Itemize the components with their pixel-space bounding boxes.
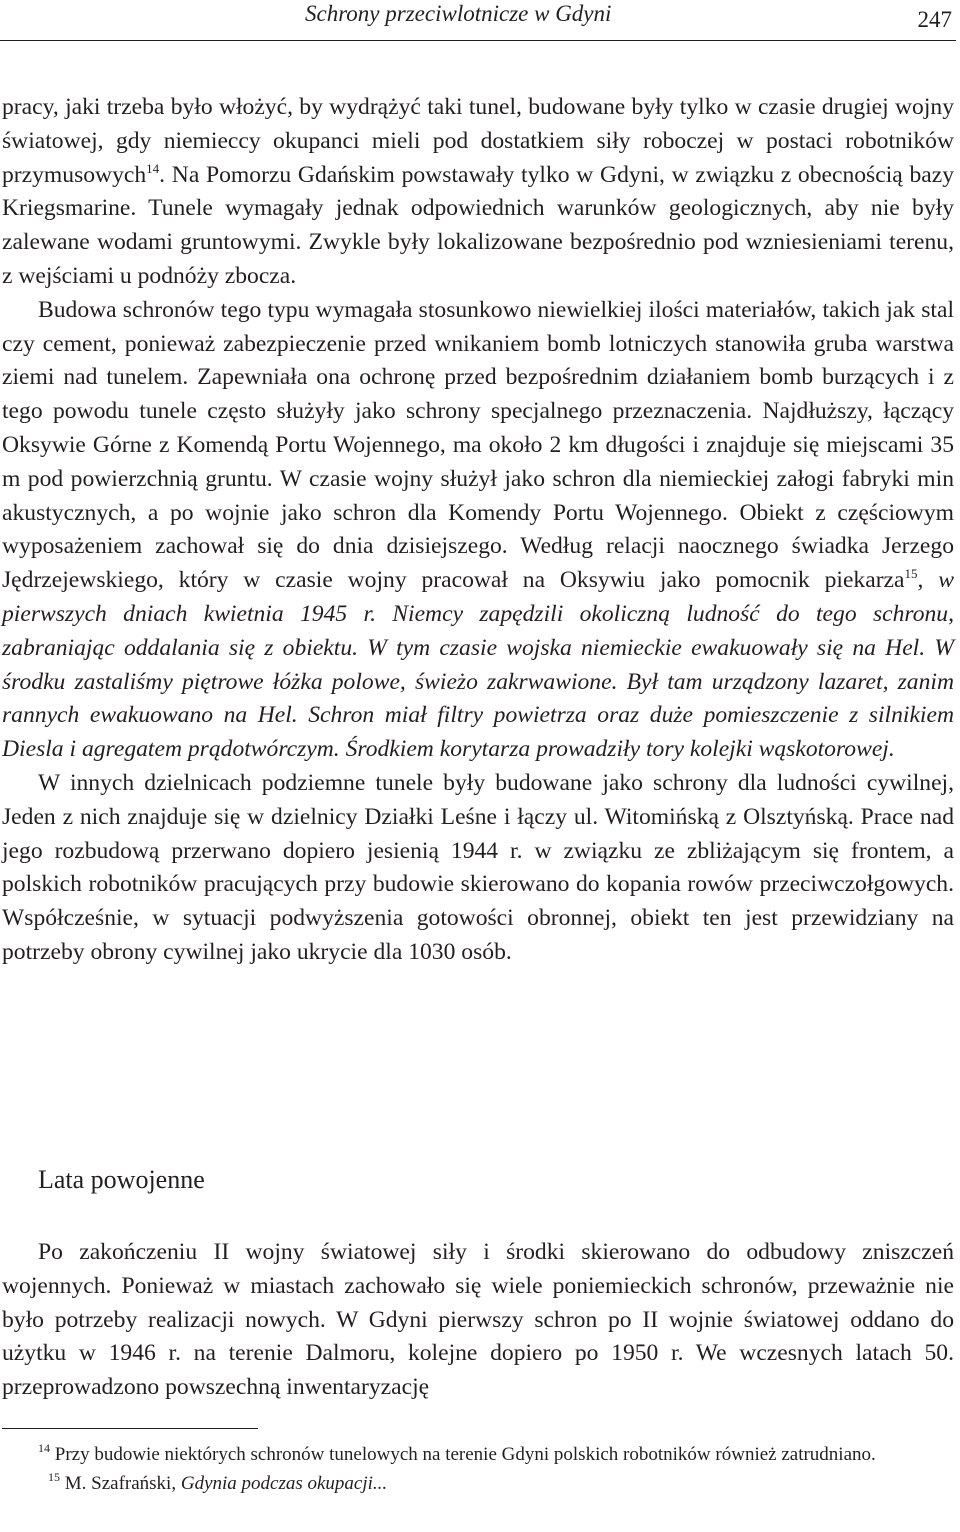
footnote-15-text: M. Szafrański, — [60, 1473, 181, 1494]
footnotes — [2, 1440, 954, 1498]
footnote-15-title: Gdynia podczas okupacji... — [180, 1473, 388, 1494]
footnote-14-text: Przy budowie niektórych schronów tunelowych na terenie Gdyni polskich robotników również zatrudniano. — [50, 1444, 876, 1465]
footnote-separator — [2, 1428, 258, 1429]
paragraph-1-text-a: pracy, jaki trzeba było włożyć, by wydrążyć taki tunel, budowane były tylko w czasie drugiej wojny światowej, gdy niemieccy okupanci mieli pod dostatkiem siły roboczej w postaci robotników przymusowych — [2, 94, 954, 188]
paragraph-1 — [2, 91, 954, 294]
paragraph-2 — [2, 294, 954, 767]
footnote-14 — [2, 1440, 954, 1469]
paragraph-2-text-a: Budowa schronów tego typu wymagała stosunkowo niewielkiej ilości materiałów, takich jak stal czy cement, ponieważ zabezpieczenie przed wnikaniem bomb lotniczych stanowiła gruba warstwa ziemi nad tunelem. Zapewniała ona ochronę przed bezpośrednim działaniem bomb burzących i z tego powodu tunele często służyły jako schrony specjalnego przeznaczenia. Najdłuższy, łączący Oksywie Górne z Komendą Portu Wojennego, ma około 2 km długości i znajduje się miejscami 35 m pod powierzchnią gruntu. W czasie wojny służył jako schron dla niemieckiej załogi fabryki min akustycznych, a po wojnie jako schron dla Komendy Portu Wojennego. Obiekt z częściowym wyposażeniem zachował się do dnia dzisiejszego. Według relacji naocznego świadka Jerzego Jędrzejewskiego, który w czasie wojny pracował na Oksywiu jako pomocnik piekarza — [2, 296, 954, 594]
page-header — [0, 0, 956, 41]
section-paragraph-1: Po zakończeniu II wojny światowej siły i środki skierowano do odbudowy zniszczeń wojennych. Ponieważ w miastach zachowało się wiele poniemieckich schronów, przeważnie nie było potrzeby realizacji nowych. W Gdyni pierwszy schron po II wojnie światowej oddano do użytku w 1946 r. na terenie Dalmoru, kolejne dopiero po 1950 r. We wczesnych latach 50. przeprowadzono powszechną inwentaryzację — [2, 1239, 954, 1401]
witness-quote: w pierwszych dniach kwietnia 1945 r. Niemcy zapędzili okoliczną ludność do tego schronu, zabraniając oddalania się z obiektu. W tym czasie wojska niemieckie ewakuowały się na Hel. W środku zastaliśmy piętrowe łóżka polowe, świeżo zakrwawione. Był tam urządzony lazaret, zanim rannych ewakuowano na Hel. Schron miał filtry powietrza oraz duże pomieszczenie z silnikiem Diesla i agregatem prądotwórczym. Środkiem korytarza prowadziły tory kolejki wąskotorowej. — [2, 567, 954, 763]
footnote-ref-15[interactable]: 15 — [904, 566, 918, 582]
footnote-14-number: 14 — [38, 1441, 50, 1455]
running-title: Schrony przeciwlotnicze w Gdyni — [305, 1, 612, 26]
section-body — [2, 1236, 954, 1405]
section-heading: Lata powojenne — [38, 1165, 205, 1194]
paragraph-1-text-b: . Na Pomorzu Gdańskim powstawały tylko w Gdyni, w związku z obecnością bazy Kriegsmarine. Tunele wymagały jednak odpowiednich warunków geologicznych, aby nie były zalewane wodami gruntowymi. Zwykle były lokalizowane bezpośrednio pod wzniesieniami terenu, z wejściami u podnóży zbocza. — [2, 161, 954, 289]
body-text — [2, 91, 954, 970]
footnote-15-number: 15 — [48, 1470, 60, 1484]
page-number: 247 — [917, 7, 952, 32]
footnote-ref-14[interactable]: 14 — [146, 160, 160, 176]
paragraph-2-text-b: , — [917, 567, 939, 594]
paragraph-3: W innych dzielnicach podziemne tunele były budowane jako schrony dla ludności cywilnej, Jeden z nich znajduje się w dzielnicy Działki Leśne i łączy ul. Witomińską z Olsztyńską. Prace nad jego rozbudową przerwano dopiero jesienią 1944 r. w związku ze zbliżającym się frontem, a polskich robotników pracujących przy budowie skierowano do kopania rowów przeciwczołgowych. Współcześnie, w sytuacji podwyższenia gotowości obronnej, obiekt ten jest przewidziany na potrzeby obrony cywilnej jako ukrycie dla 1030 osób. — [2, 769, 954, 965]
footnote-15 — [2, 1469, 954, 1498]
